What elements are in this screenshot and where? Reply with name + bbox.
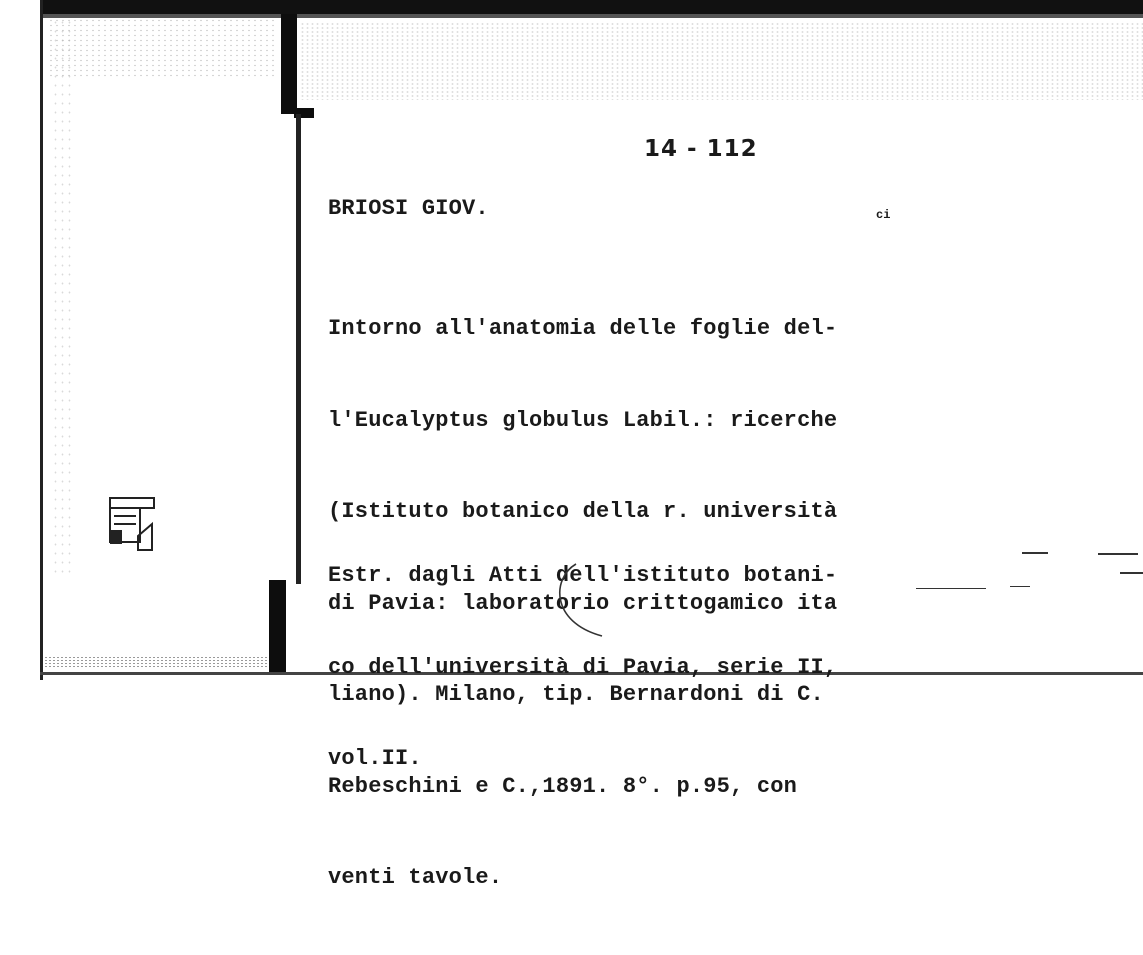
body-line: di Pavia: laboratorio crittogamico ita bbox=[328, 590, 838, 616]
body-line: Rebeschini e C.,1891. 8°. p.95, con bbox=[328, 773, 798, 799]
scan-top-border bbox=[40, 0, 1143, 14]
body-line: (Istituto botanico della r. università bbox=[328, 499, 838, 524]
body-line: l'Eucalyptus globulus Labil.: ricerche bbox=[328, 407, 838, 433]
note-line: vol.II. bbox=[328, 746, 422, 771]
scan-dash bbox=[1120, 572, 1143, 574]
body-line: Intorno all'anatomia delle foglie del- bbox=[328, 316, 838, 341]
scan-dash bbox=[916, 588, 986, 589]
margin-stamp: ci bbox=[876, 208, 891, 222]
note-line: co dell'università di Pavia, serie II, bbox=[328, 654, 838, 680]
card-number: 14 - 112 bbox=[644, 136, 758, 162]
card-spine-edge bbox=[296, 114, 301, 584]
card-spine-bottom bbox=[269, 580, 286, 672]
card-author: BRIOSI GIOV. bbox=[328, 196, 489, 221]
scan-noise-left bbox=[48, 18, 278, 78]
scan-left-border bbox=[40, 0, 43, 680]
card-spine-top bbox=[281, 14, 297, 114]
scan-noise-bottom bbox=[44, 656, 274, 668]
card-note bbox=[328, 500, 837, 836]
scan-dash bbox=[1098, 553, 1138, 555]
scan-noise-strip bbox=[52, 18, 72, 578]
scan-noise-top bbox=[300, 22, 1143, 100]
note-line: Estr. dagli Atti dell'istituto botani- bbox=[328, 563, 838, 588]
body-line: venti tavole. bbox=[328, 865, 503, 890]
scan-dash bbox=[1022, 552, 1048, 554]
scan-dash bbox=[1010, 586, 1030, 587]
pencil-arc-mark bbox=[546, 560, 616, 640]
body-line: liano). Milano, tip. Bernardoni di C. bbox=[328, 682, 824, 707]
library-mark-icon bbox=[108, 496, 156, 554]
